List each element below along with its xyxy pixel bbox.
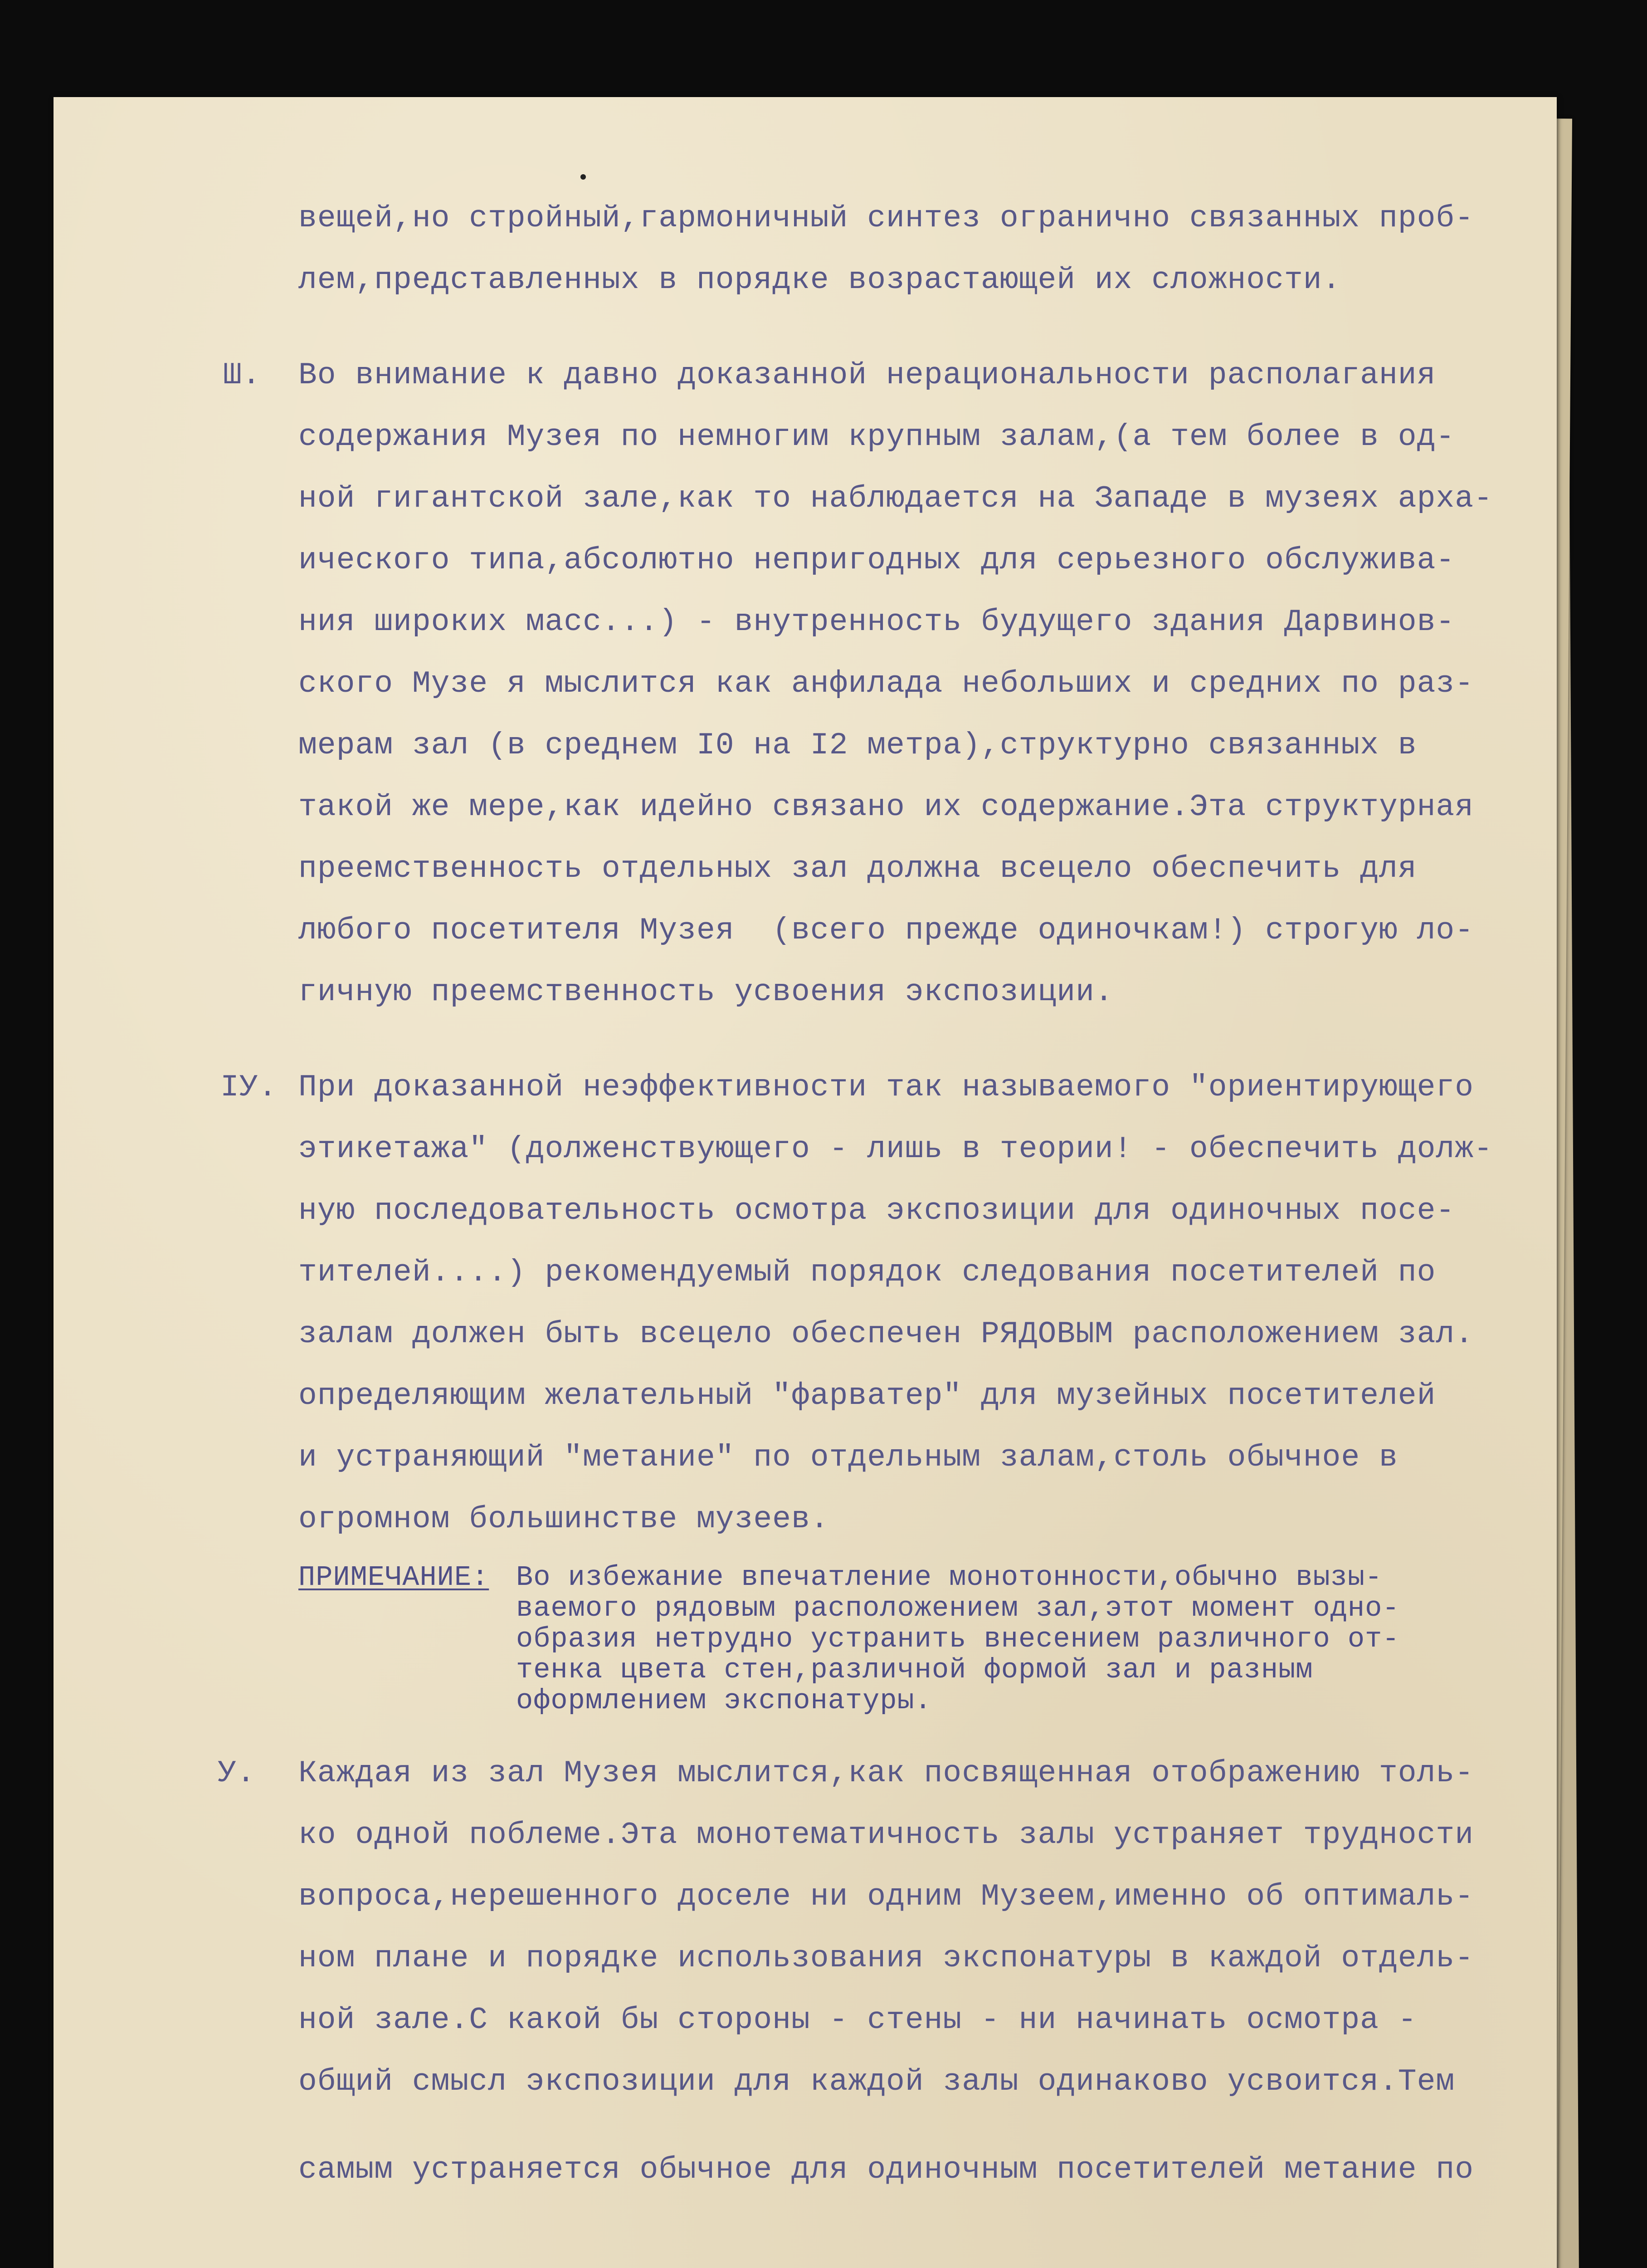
note-line: Во избежание впечатление монотонности,обычно вызы- — [516, 1561, 1383, 1593]
text-line: содержания Музея по немногим крупным залам,(а тем более в од- — [298, 420, 1455, 455]
text-line: ной зале.С какой бы стороны - стены - ни начинать осмотра - — [298, 2003, 1417, 2038]
note-line: образия нетрудно устранить внесением различного от- — [516, 1623, 1400, 1655]
text-line: огромном большинстве музеев. — [298, 1502, 829, 1537]
text-line: Во внимание к давно доказанной нерациональности располагания — [298, 358, 1436, 393]
text-line: Каждая из зал Музея мыслится,как посвященная отображению толь- — [298, 1756, 1474, 1791]
text-line: ического типа,абсолютно непригодных для серьезного обслужива- — [298, 543, 1455, 578]
note-line: ваемого рядовым расположением зал,этот момент одно- — [516, 1592, 1400, 1624]
text-line: преемственность отдельных зал должна всецело обеспечить для — [298, 851, 1417, 886]
text-line: гичную преемственность усвоения экспозиции. — [298, 975, 1114, 1010]
text-line: ном плане и порядке использования экспонатуры в каждой отдель- — [298, 1941, 1474, 1976]
text-line: мерам зал (в среднем I0 на I2 метра),структурно связанных в — [298, 728, 1417, 763]
text-line: вопроса,нерешенного доселе ни одним Музеем,именно об оптималь- — [298, 1879, 1474, 1914]
section-marker: У. — [218, 1756, 256, 1791]
section-marker: Ш. — [223, 358, 261, 393]
text-line: залам должен быть всецело обеспечен РЯДОВЫМ расположением зал. — [298, 1317, 1474, 1352]
text-line: и устраняющий "метание" по отдельным залам,столь обычное в — [298, 1440, 1398, 1475]
note-label: ПРИМЕЧАНИЕ: — [298, 1561, 489, 1593]
text-line: ной гигантской зале,как то наблюдается на Западе в музеях арха- — [298, 481, 1493, 516]
text-line: тителей....) рекомендуемый порядок следования посетителей по — [298, 1255, 1436, 1290]
text-line: ко одной поблеме.Эта монотематичность залы устраняет трудности — [298, 1818, 1474, 1853]
text-line: ского Музе я мыслится как анфилада небольших и средних по раз- — [298, 666, 1474, 701]
text-line: самым устраняется обычное для одиночным посетителей метание по — [298, 2152, 1474, 2187]
text-line: ную последовательность осмотра экспозиции для одиночных посе- — [298, 1193, 1455, 1228]
ink-mark — [580, 174, 586, 180]
text-line: общий смысл экспозиции для каждой залы одинаково усвоится.Тем — [298, 2064, 1455, 2099]
text-line: ния широких масс...) - внутренность будущего здания Дарвинов- — [298, 605, 1455, 640]
note-line: оформлением экспонатуры. — [516, 1685, 932, 1717]
text-line: лем,представленных в порядке возрастающей их сложности. — [298, 263, 1341, 298]
text-line: вещей,но стройный,гармоничный синтез огранично связанных проб- — [298, 201, 1474, 236]
text-line: любого посетителя Музея (всего прежде одиночкам!) строгую ло- — [298, 913, 1474, 948]
note-line: тенка цвета стен,различной формой зал и разным — [516, 1654, 1313, 1686]
text-line: определяющим желательный "фарватер" для музейных посетителей — [298, 1378, 1436, 1413]
typewritten-page — [54, 97, 1557, 2268]
text-line: такой же мере,как идейно связано их содержание.Эта структурная — [298, 790, 1474, 825]
text-line: этикетажа" (долженствующего - лишь в теории! - обеспечить долж- — [298, 1132, 1493, 1167]
text-line: При доказанной неэффективности так называемого "ориентирующего — [298, 1070, 1474, 1105]
section-marker: IУ. — [220, 1070, 278, 1105]
